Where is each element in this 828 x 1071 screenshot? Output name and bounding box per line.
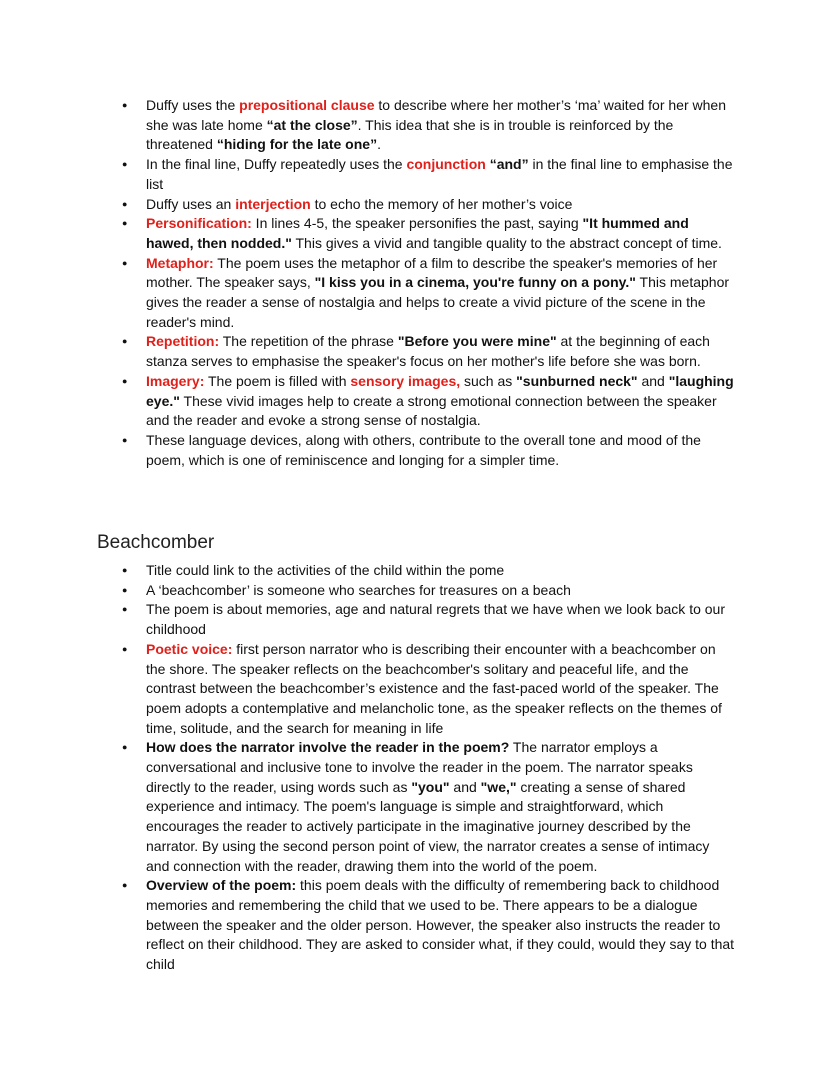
highlighted-term: Metaphor: — [146, 254, 214, 271]
text-run: The poem is about memories, age and natural regrets that we have when we look back to our childhood — [146, 601, 725, 638]
list-item — [146, 640, 736, 739]
highlighted-term: Imagery: — [146, 372, 205, 389]
highlighted-term: interjection — [235, 195, 311, 212]
text-run: at the beginning of each stanza serves to emphasise the speaker's focus on her mother's life before she was born. — [146, 333, 710, 370]
bold-text: “at the close” — [266, 116, 358, 133]
text-run: to echo the memory of her mother’s voice — [310, 195, 573, 212]
list-item — [146, 581, 736, 601]
list-item — [146, 738, 736, 876]
text-run: In lines 4-5, the speaker personifies the past, saying — [251, 215, 583, 232]
text-run: The repetition of the phrase — [219, 333, 398, 350]
bold-text: Overview of the poem: — [146, 877, 297, 894]
beachcomber-notes-list — [0, 561, 736, 975]
highlighted-term: Personification: — [146, 215, 252, 232]
text-run: These vivid images help to create a strong emotional connection between the speaker and the reader and evoke a strong sense of nostalgia. — [146, 392, 717, 429]
bold-text: “hiding for the late one” — [216, 136, 378, 153]
highlighted-term: Poetic voice: — [146, 640, 233, 657]
highlighted-term: sensory images, — [350, 372, 461, 389]
text-run: These language devices, along with others, contribute to the overall tone and mood of the poem, which is one of reminiscence and longing for a simpler time. — [146, 431, 701, 468]
list-item — [146, 561, 736, 581]
text-run: . — [377, 136, 381, 153]
text-run: creating a sense of shared experience and intimacy. The poem's language is simple and straightforward, which encourages the reader to actively participate in the imaginative journey described by the narrator. By using the second person point of view, the narrator creates a sense of intimacy and connection with the reader, drawing them into the world of the poem. — [146, 778, 710, 874]
text-run: Duffy uses an — [146, 195, 236, 212]
list-item — [146, 600, 736, 639]
text-run: . This idea that she is in trouble is reinforced by the threatened — [146, 116, 674, 153]
text-run: A ‘beachcomber’ is someone who searches for treasures on a beach — [146, 581, 571, 598]
bold-text: "Before you were mine" — [397, 333, 557, 350]
text-run: In the final line, Duffy repeatedly uses the — [146, 156, 407, 173]
bold-text: "laughing eye." — [146, 372, 734, 409]
bold-text: How does the narrator involve the reader in the poem? — [146, 739, 510, 756]
text-run: first person narrator who is describing their encounter with a beachcomber on the shore. The speaker reflects on the beachcomber's solitary and peaceful life, and the contrast between the beachcomber’s existence and the fast-paced world of the speaker. The poem adopts a contemplative and melancholic tone, as the speaker reflects on the themes of time, solitude, and the search for meaning in life — [146, 640, 722, 736]
bold-text: “and” — [489, 156, 529, 173]
list-item — [146, 155, 736, 194]
section-heading-beachcomber: Beachcomber — [97, 532, 215, 553]
list-item — [146, 372, 736, 431]
highlighted-term: conjunction — [406, 156, 486, 173]
text-run: such as — [460, 372, 517, 389]
list-item — [146, 876, 736, 975]
bold-text: "I kiss you in a cinema, you're funny on a pony." — [314, 274, 636, 291]
text-run: this poem deals with the difficulty of remembering back to childhood memories and remembering the child that we used to be. There appears to be a dialogue between the speaker and the older person. However, the speaker also instructs the reader to reflect on their childhood. They are asked to consider what, if they could, would they say to that child — [146, 877, 735, 973]
bold-text: "sunburned neck" — [516, 372, 638, 389]
list-item — [146, 195, 736, 215]
text-run: and — [449, 778, 481, 795]
highlighted-term: prepositional clause — [239, 97, 375, 113]
list-item — [146, 254, 736, 333]
text-run: Duffy uses the — [146, 97, 240, 113]
bold-text: "you" — [411, 778, 450, 795]
text-run: to describe where her mother’s ‘ma’ waited for her when she was late home — [146, 97, 726, 133]
text-run: The narrator employs a conversational and inclusive tone to involve the reader in the poem. The narrator speaks directly to the reader, using words such as — [146, 739, 693, 795]
bold-text: "It hummed and hawed, then nodded." — [146, 215, 689, 251]
list-item — [146, 332, 736, 371]
text-run: Title could link to the activities of the child within the pome — [146, 562, 505, 578]
text-run: and — [637, 372, 669, 389]
list-item — [146, 96, 736, 155]
text-run: in the final line to emphasise the list — [146, 156, 733, 192]
list-item — [146, 214, 736, 253]
text-run: This gives a vivid and tangible quality to the abstract concept of time. — [291, 234, 722, 251]
text-run: The poem is filled with — [204, 372, 351, 389]
text-run: The poem uses the metaphor of a film to describe the speaker's memories of her mother. The speaker says, — [146, 254, 718, 291]
text-run: This metaphor gives the reader a sense of nostalgia and helps to create a vivid picture of the scene in the reader's mind. — [146, 274, 730, 330]
highlighted-term: Repetition: — [146, 333, 220, 350]
language-devices-list — [0, 96, 736, 470]
list-item — [146, 431, 736, 470]
bold-text: "we," — [480, 778, 517, 795]
